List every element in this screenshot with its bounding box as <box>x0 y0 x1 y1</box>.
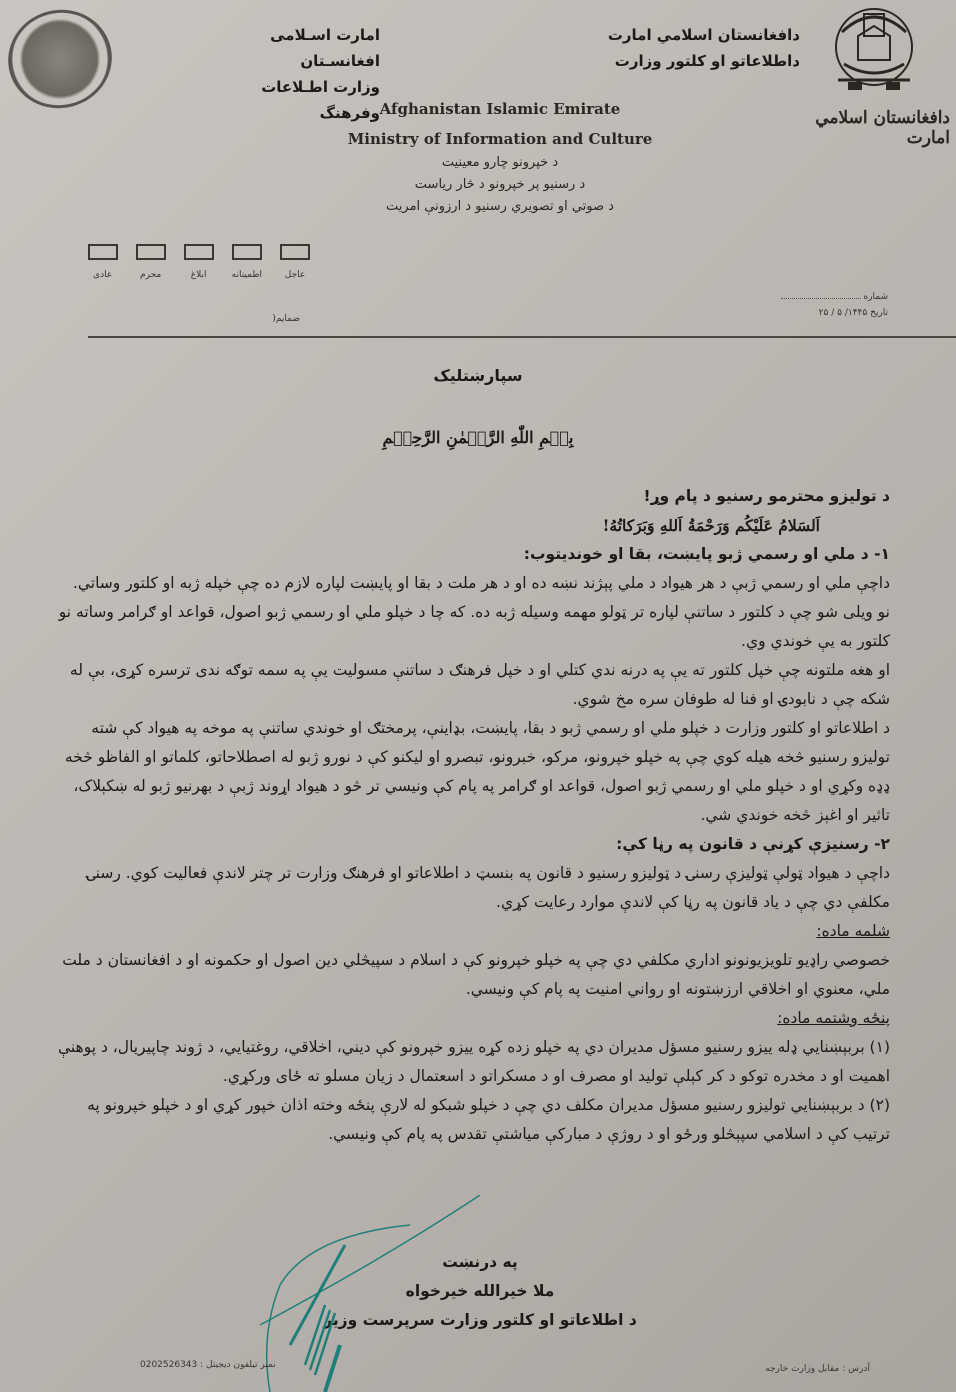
address-value: مقابل وزارت خارجه <box>765 1364 840 1374</box>
checkbox-box[interactable] <box>88 244 118 260</box>
date-value: ۱۴۴۵/ ۵ / ۲۵ <box>818 308 868 318</box>
checkbox-confidential[interactable]: اطمینانه <box>232 244 262 280</box>
address-label: آدرس : <box>842 1364 870 1374</box>
header-departments <box>300 152 700 218</box>
bismillah: بِسۡمِ اللّٰهِ الرَّحۡمٰنِ الرَّحِيۡمِ <box>382 428 574 447</box>
article25-item2: (۲) د بربېښنايي تولیزو رسنیو مسؤل مدیران مکلف دي چې د خپلو شبکو له لارې پنځه وخته اذان خپور کړي او د خپلو خپرونو په ترتیب کې د اسلامي سپېڅلو ورځو او د روژې د مبارکې میاشتې تقدس په پام کې ونیسي. <box>87 1096 890 1143</box>
section1-paragraph4: د اطلاعاتو او کلتور وزارت د خپلو ملي او رسمي ژبو د بقا، پایښت، بډاینې، پرمختګ او خوندي ساتنې په موخه په هیواد کې شته تولیزو رسنیو څخه هیله کوي چې په خپلو خپرونو، مرکو، خبرونو، تبصرو او لیکنو کې د نورو ژبو له اصطلاحاتو، کلماتو او الفاظو څخه ډډه وکړي او د خپلو ملي او رسمي ژبو اصول، قواعد او ګرامر په پام کې ونیسي تر څو د هیواد اړوند ژبې د بهرنیو ژبو له ښکېلاک، تاثیر او اغېز څخه خوندي شي. <box>64 719 890 824</box>
article25-heading: پنځه وشتمه ماده: <box>777 1009 890 1027</box>
phone-value: 0202526343 <box>140 1360 198 1370</box>
signature-block <box>300 1248 660 1335</box>
footer-address <box>720 1364 870 1374</box>
header-left-line2: وزارت اطـلاعات وفرهنگ <box>261 78 380 122</box>
checkbox-box[interactable] <box>232 244 262 260</box>
date-label: تاریخ <box>870 308 888 318</box>
checkbox-box[interactable] <box>184 244 214 260</box>
dept-line3: د صوتي او تصویري رسنیو د ارزونې امریت <box>386 199 614 214</box>
article25-item1: (۱) بربېښنايي ډله ییزو رسنیو مسؤل مدیران دي په خپلو زده کړه ییزو خپرونو کې دیني، اخلاقي، روغتیایي، د ژوند چاپیریال، د پوهنې اهمیت او د مخدره توکو د کر کېلې تولید او مصرف او د مسکراتو د اسعتمال د زیان مسلو ته ځای ورکړي. <box>57 1038 890 1085</box>
header-right-pashto <box>590 22 800 74</box>
header-left-line1: امارت اسـلامی افغانسـتان <box>270 26 380 70</box>
attachments-label: ضمایم( <box>272 314 300 324</box>
header-en-line1: Afghanistan Islamic Emirate <box>379 100 621 118</box>
date-field <box>760 308 888 318</box>
section2-paragraph1: داچې د هیواد ټولې ټولیزې رسنۍ د ټولیزو رسنیو د قانون په بنسټ د اطلاعاتو او فرهنګ وزارت تر چتر لاندې فعالیت کوي. رسنۍ مکلفې دي چې د یاد قانون په رڼا کې لاندې موارد رعایت کړي. <box>86 864 890 911</box>
checkbox-normal[interactable]: عادی <box>88 244 118 280</box>
checkbox-urgent[interactable]: عاجل <box>280 244 310 280</box>
section2-heading: ۲- رسنیزې کړنې د قانون په رڼا کې: <box>616 835 890 853</box>
greeting: اَلسَلامُ عَلَيْكُم وَرَحْمَةُ اَللهِ وَبَرَكاتُهُ! <box>602 516 820 535</box>
checkbox-box[interactable] <box>280 244 310 260</box>
number-label: شماره <box>863 292 888 302</box>
article10-text: خصوصي راډیو تلویزیونونو اداري مکلفي دي چې په خپلو خپرونو کې د اسلام د سپیڅلي دین اصول او حکمونه او د افغانستان د ملت ملي، معنوي او اخلاقي ارزښتونه او رواني امنیت په پام کې ونیسي. <box>62 951 890 998</box>
article10-heading: شلمه ماده: <box>816 922 890 940</box>
number-field <box>760 292 888 302</box>
number-blank <box>781 298 861 299</box>
header-divider <box>88 336 956 338</box>
header-english <box>300 94 700 154</box>
addressee: د تولیزو محترمو رسنیو د پام وړ! <box>643 487 890 505</box>
emblem-caption: دافغانستان اسلامي امارت <box>815 108 950 148</box>
section1-paragraph2: نو ویلی شو چې د کلتور د ساتنې لپاره تر ټولو مهمه وسیله ژبه ده. که چا د خپلو ملي او رسمي ژبو اصول، قواعد او ګرامر وساته نو کلتور به یې خوندي وي. <box>58 603 890 650</box>
signatory-name: ملا خیرالله خیرخواه <box>405 1282 555 1300</box>
section1-heading: ۱- د ملي او رسمي ژبو پایښت، بقا او خوندیتوب: <box>523 545 890 563</box>
ministry-seal-stamp <box>0 0 123 120</box>
header-right-line1: دافغانستان اسلامي امارت <box>607 26 800 44</box>
checkbox-secret[interactable]: محرم <box>136 244 166 280</box>
checkbox-box[interactable] <box>136 244 166 260</box>
section1-paragraph3: او هغه ملتونه چې خپل کلتور ته یې په درنه ندي کتلي او د خپل فرهنګ د ساتنې مسولیت یې په سمه توګه ندی ترسره کړی، بې له شکه چې د نابودۍ او فنا له طوفان سره مخ شوي. <box>69 661 890 708</box>
header-en-line2: Ministry of Information and Culture <box>347 130 653 148</box>
signature-closing: په درنښت <box>442 1253 518 1271</box>
national-emblem-icon <box>818 2 930 102</box>
document-body <box>50 482 890 1149</box>
document-title: سپارښتلیک <box>433 366 523 385</box>
classification-checkboxes <box>93 244 310 280</box>
dept-line2: د رسنیو پر خپرونو د څار ریاست <box>414 177 586 192</box>
phone-label: نمبر تیلفون دیجیتل : <box>200 1360 276 1370</box>
signatory-title: د اطلاعاتو او کلتور وزارت سرپرست وزیر <box>323 1311 637 1329</box>
footer-phone <box>140 1360 340 1370</box>
checkbox-notify[interactable]: ابلاغ <box>184 244 214 280</box>
header-right-line2: داطلاعاتو او کلتور وزارت <box>614 52 800 70</box>
section1-paragraph1: داچې ملي او رسمي ژبې د هر هیواد د ملي پېژند نښه ده او د هر ملت د بقا او پایښت لپاره لازم ده چې خپله ژبه او کلتور وساتي. <box>72 574 890 592</box>
dept-line1: د خپرونو چارو معینیت <box>441 155 559 170</box>
